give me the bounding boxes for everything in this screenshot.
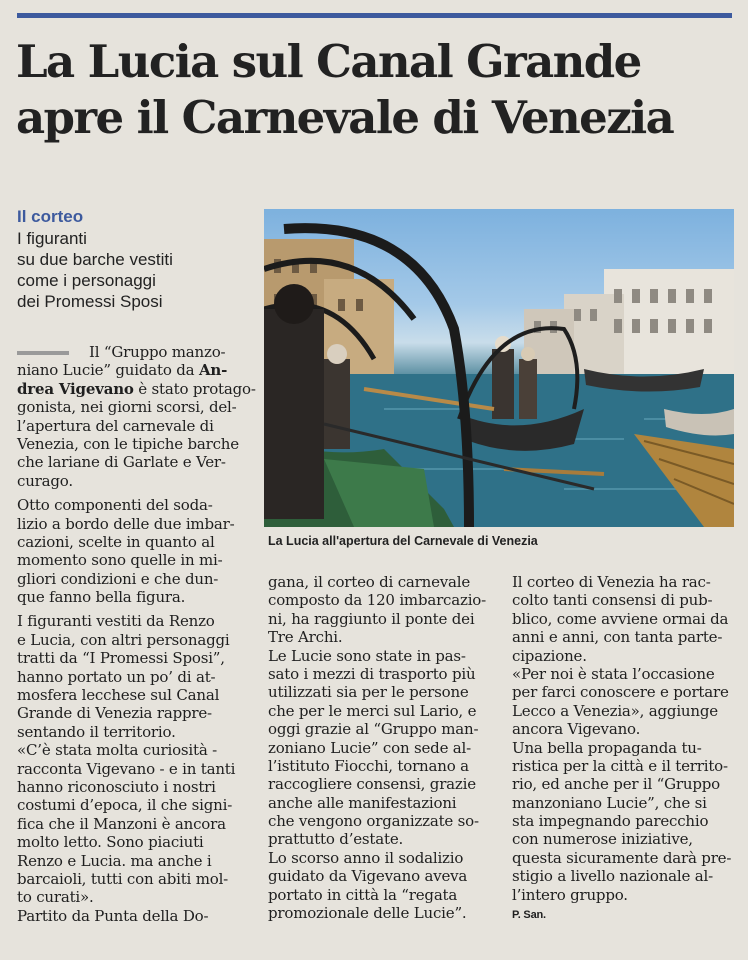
- column-3-line: stigio a livello nazionale al-: [512, 867, 713, 886]
- column-1-line: to curati».: [17, 888, 94, 907]
- column-1-line: curago.: [17, 471, 73, 490]
- column-2-body: [268, 573, 492, 922]
- column-2-line: Tre Archi.: [268, 628, 343, 647]
- summary-line: su due barche vestiti: [17, 250, 173, 269]
- column-3-line: con numerose iniziative,: [512, 830, 693, 849]
- kicker: Il corteo: [17, 207, 84, 226]
- column-2-line: gana, il corteo di carnevale: [268, 573, 471, 591]
- column-2-line: che vengono organizzate so-: [268, 812, 479, 831]
- column-1-line: mosfera lecchese sul Canal: [17, 686, 220, 705]
- article-column-1: [17, 343, 259, 925]
- column-3-body: [512, 573, 736, 904]
- column-1-first-line: Il “Gruppo manzo-: [89, 343, 226, 361]
- column-2-line: guidato da Vigevano aveva: [268, 867, 468, 886]
- column-1-line: I figuranti vestiti da Renzo: [17, 612, 215, 631]
- column-1-line: tratti da “I Promessi Sposi”,: [17, 649, 225, 668]
- column-3-line: Lecco a Venezia», aggiunge: [512, 701, 718, 720]
- column-1-line: hanno riconosciuto i nostri: [17, 777, 216, 796]
- column-1-line: fica che il Manzoni è ancora: [17, 814, 226, 833]
- column-3-line: l’intero gruppo.: [512, 885, 628, 904]
- column-1-line: sentando il territorio.: [17, 722, 176, 741]
- headline-line-2: apre il Carnevale di Venezia: [16, 91, 674, 144]
- column-3-line: blico, come avviene ormai da: [512, 609, 729, 628]
- column-1-body: [17, 398, 259, 925]
- column-1-line: barcaioli, tutti con abiti mol-: [17, 869, 229, 888]
- column-1-line: e Lucia, con altri personaggi: [17, 630, 230, 649]
- headline: [16, 34, 736, 146]
- column-2-line: raccogliere consensi, grazie: [268, 775, 476, 794]
- column-1-line: che lariane di Garlate e Ver-: [17, 453, 226, 472]
- column-2-line: oggi grazie al “Gruppo man-: [268, 720, 479, 739]
- summary: [17, 228, 257, 312]
- column-2-line: portato in città la “regata: [268, 885, 458, 904]
- article-column-3: [512, 573, 736, 922]
- venice-gondola-photo: [264, 209, 734, 527]
- column-2-line: promozionale delle Lucie”.: [268, 904, 467, 923]
- column-2-line: composto da 120 imbarcazio-: [268, 591, 487, 610]
- top-rule: [17, 13, 732, 18]
- column-3-line: colto tanti consensi di pub-: [512, 591, 713, 610]
- column-2-line: ni, ha raggiunto il ponte dei: [268, 609, 475, 628]
- column-3-line: «Per noi è stata l’occasione: [512, 664, 715, 683]
- column-3-line: Una bella propaganda tu-: [512, 738, 702, 757]
- column-1-line: momento sono quelle in mi-: [17, 551, 223, 570]
- column-1-line: [17, 343, 259, 361]
- article-column-2: [268, 573, 492, 922]
- column-2-line: l’istituto Fiocchi, tornano a: [268, 756, 469, 775]
- column-3-line: manzoniano Lucie”, che si: [512, 793, 707, 812]
- column-1-line: Otto componenti del soda-: [17, 496, 213, 515]
- summary-line: dei Promessi Sposi: [17, 292, 163, 311]
- column-1-line: cazioni, scelte in quanto al: [17, 532, 215, 551]
- column-1-line: lizio a bordo delle due imbar-: [17, 514, 235, 533]
- summary-line: come i personaggi: [17, 271, 156, 290]
- lead-dash: [17, 351, 69, 355]
- column-1-line: [17, 380, 259, 398]
- column-3-line: [512, 904, 736, 922]
- column-2-line: prattutto d’estate.: [268, 830, 404, 849]
- column-1-line-text: è stato protago-: [133, 379, 256, 398]
- summary-line: I figuranti: [17, 229, 87, 248]
- column-3-line: ristica per la città e il territo-: [512, 756, 728, 775]
- column-1-line: hanno portato un po’ di at-: [17, 667, 216, 686]
- column-1-line: molto letto. Sono piaciuti: [17, 833, 204, 852]
- name-highlight: An-: [198, 361, 228, 380]
- column-1-line-text: niano Lucie” guidato da: [17, 361, 199, 380]
- column-1-line: Venezia, con le tipiche barche: [17, 434, 239, 453]
- column-2-line: utilizzati sia per le persone: [268, 683, 469, 702]
- column-1-line: l’apertura del carnevale di: [17, 416, 214, 435]
- column-3-line: anni e anni, con tanta parte-: [512, 628, 723, 647]
- column-1-line: Grande di Venezia rappre-: [17, 704, 212, 723]
- column-2-line: sato i mezzi di trasporto più: [268, 664, 476, 683]
- column-2-line: Le Lucie sono state in pas-: [268, 646, 466, 665]
- author-signature: P. San.: [512, 909, 546, 922]
- column-1-line: que fanno bella figura.: [17, 588, 186, 607]
- column-1-line: Partito da Punta della Do-: [17, 906, 209, 925]
- column-1-line: gonista, nei giorni scorsi, del-: [17, 398, 237, 417]
- column-1-line: [17, 361, 259, 379]
- name-highlight: drea Vigevano: [17, 379, 134, 398]
- column-2-line: zoniano Lucie” con sede al-: [268, 738, 472, 757]
- column-1-line: gliori condizioni e che dun-: [17, 569, 219, 588]
- photo-caption: La Lucia all'apertura del Carnevale di Venezia: [268, 534, 538, 548]
- column-1-line: «C’è stata molta curiosità -: [17, 741, 218, 760]
- column-2-line: Lo scorso anno il sodalizio: [268, 848, 464, 867]
- column-3-line: ancora Vigevano.: [512, 720, 641, 739]
- column-3-line: sta impegnando parecchio: [512, 812, 709, 831]
- column-1-line: Renzo e Lucia. ma anche i: [17, 851, 212, 870]
- headline-line-1: La Lucia sul Canal Grande: [16, 35, 641, 88]
- column-3-line: rio, ed anche per il “Gruppo: [512, 775, 720, 794]
- column-3-line: per farci conoscere e portare: [512, 683, 729, 702]
- column-3-line: Il corteo di Venezia ha rac-: [512, 573, 711, 591]
- column-2-line: che per le merci sul Lario, e: [268, 701, 477, 720]
- column-3-line: cipazione.: [512, 646, 587, 665]
- column-1-line: racconta Vigevano - e in tanti: [17, 759, 236, 778]
- column-1-line: costumi d’epoca, il che signi-: [17, 796, 233, 815]
- column-3-line: questa sicuramente darà pre-: [512, 848, 732, 867]
- column-2-line: anche alle manifestazioni: [268, 793, 457, 812]
